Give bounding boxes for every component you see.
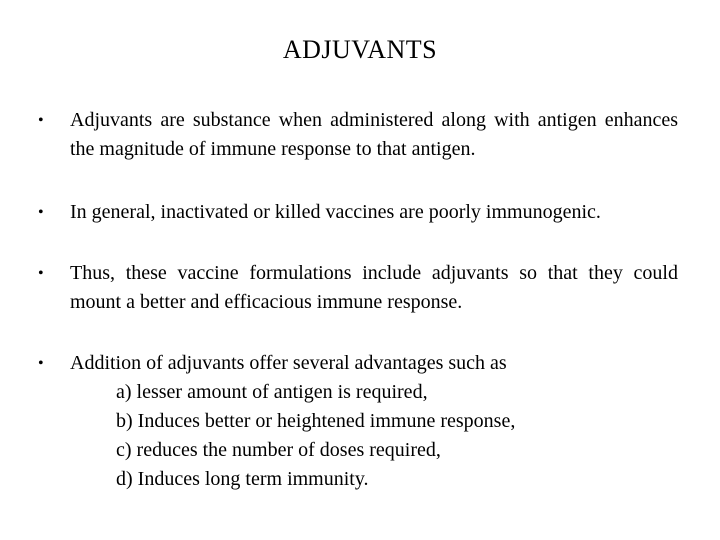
bullet-point-icon: • [38,355,44,372]
bullet-text: Thus, these vaccine formulations include adjuvants so that they could mount a better and efficacious immune response. [70,262,678,313]
slide-title: ADJUVANTS [282,35,438,64]
advantage-item: a) lesser amount of antigen is required, [116,381,428,403]
advantage-item: c) reduces the number of doses required, [116,439,441,461]
bullet-item [38,198,678,227]
bullet-point-icon: • [38,112,44,129]
bullet-item [38,259,678,317]
advantage-item: d) Induces long term immunity. [116,468,369,490]
bullet-item [38,106,678,164]
bullet-text: In general, inactivated or killed vaccines are poorly immunogenic. [70,201,601,223]
bullet-text: Adjuvants are substance when administered along with antigen enhances the magnitude of immune response to that antigen. [70,109,678,160]
advantages-list [116,378,678,494]
bullet-item [38,349,678,514]
bullet-point-icon: • [38,204,44,221]
bullet-text: Addition of adjuvants offer several advantages such as [70,352,507,374]
advantage-item: b) Induces better or heightened immune response, [116,410,516,432]
bullet-point-icon: • [38,265,44,282]
